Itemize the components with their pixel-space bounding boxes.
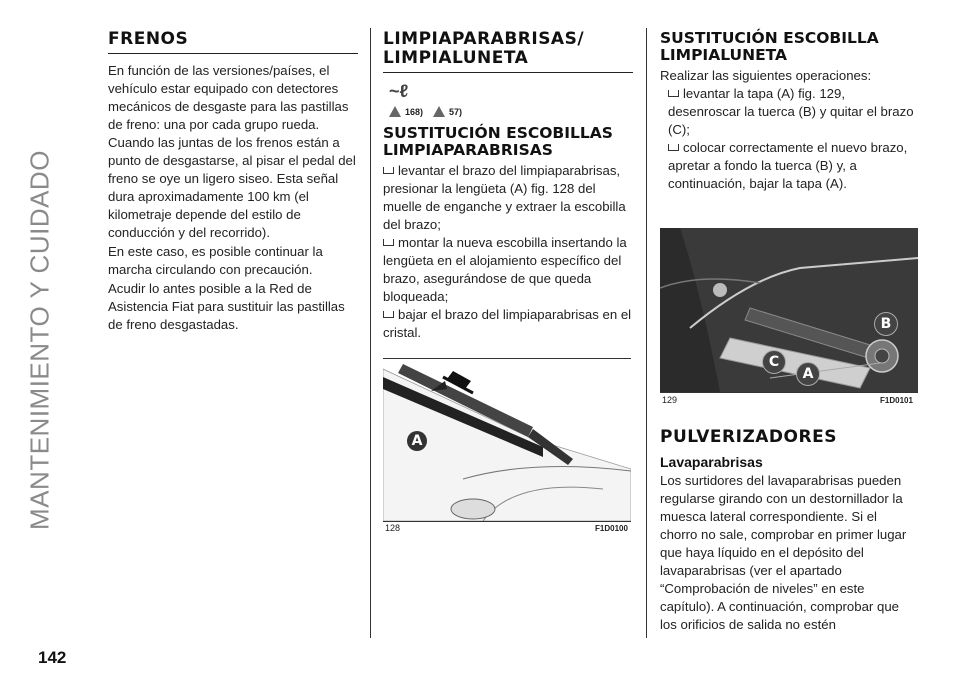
paragraph: Acudir lo antes posible a la Red de Asistencia Fiat para sustituir las pastillas de freno desgastadas. (108, 281, 345, 332)
figure-number: 128 (385, 523, 401, 533)
paragraph: Los surtidores del lavaparabrisas pueden regularse girando con un destornillador la muesca lateral correspondiente. Si el chorro no sale, comprobar en primer lugar que haya líquido en el depósito del lavaparabrisas (ver el apartado “Comprobación de niveles” en este capítulo). A continuación, comprobar que los orificios de salida no estén (660, 473, 907, 632)
sprayers-section (660, 428, 915, 634)
checkbox-bullet-icon (383, 311, 394, 318)
callout-label-a: A (796, 362, 820, 386)
bullet-text: levantar la tapa (A) fig. 129, desenroscar la tuerca (B) y quitar el brazo (C); (668, 86, 914, 137)
rear-wiper-section (660, 30, 915, 193)
callout-label-a: A (407, 431, 427, 451)
bullet-text: colocar correctamente el nuevo brazo, apretar a fondo la tuerca (B) y, a continuación, bajar la tapa (A). (668, 140, 908, 191)
figure-number: 129 (662, 395, 678, 405)
warning-triangle-icon (389, 106, 401, 117)
figure-code: F1D0101 (880, 396, 913, 405)
warning-triangle-icon (433, 106, 445, 117)
bullet-item (668, 139, 915, 193)
brakes-heading: FRENOS (108, 30, 358, 54)
paragraph: En este caso, es posible continuar la marcha circulando con precaución. (108, 244, 323, 277)
figure-code: F1D0100 (595, 524, 628, 533)
bullet-item (383, 162, 633, 234)
rear-wiper-heading: SUSTITUCIÓN ESCOBILLA LIMPIALUNETA (660, 29, 879, 64)
checkbox-bullet-icon (668, 90, 679, 97)
bullet-item (383, 234, 633, 306)
checkbox-bullet-icon (668, 144, 679, 151)
bullet-text: bajar el brazo del limpiaparabrisas en el cristal. (383, 307, 632, 340)
warning-ref: 57) (449, 106, 463, 117)
wipers-heading: LIMPIAPARABRISAS/ LIMPIALUNETA (383, 30, 633, 73)
bullet-item (383, 306, 633, 342)
wipers-section (383, 30, 633, 342)
figure-128 (383, 358, 631, 522)
warning-refs (389, 106, 633, 117)
intro-text: Realizar las siguientes operaciones: (660, 68, 872, 83)
rear-wiper-illustration (660, 228, 918, 392)
page-number: 142 (38, 648, 67, 667)
column-divider (370, 28, 371, 638)
brakes-section (108, 30, 358, 334)
wiper-blade-subheading: SUSTITUCIÓN ESCOBILLAS LIMPIAPARABRISAS (383, 124, 613, 159)
checkbox-bullet-icon (383, 167, 394, 174)
warning-ref: 168) (405, 106, 424, 117)
sprayers-heading: PULVERIZADORES (660, 427, 837, 447)
paragraph: En función de las versiones/países, el vehículo estar equipado con detectores mecánicos de desgaste para las pastillas de freno: una por cada grupo rueda. Cuando las juntas de los frenos están a punto de desgastarse, al pisar el pedal del freno se oye un ligero siseo. Esta señal dura aproximadamente 100 km (el kilometraje depende del estilo de conducción y del recorrido). (108, 63, 356, 240)
windscreen-washer-subheading: Lavaparabrisas (660, 454, 763, 470)
bullet-text: montar la nueva escobilla insertando la lengüeta en el alojamiento específico del brazo, asegurándose de que queda bloqueada; (383, 235, 627, 304)
figure-129 (660, 228, 918, 393)
checkbox-bullet-icon (383, 239, 394, 246)
book-icon: ~ℓ (389, 81, 409, 101)
bullet-text: levantar el brazo del limpiaparabrisas, presionar la lengüeta (A) fig. 128 del muelle de enganche y extraer la escobilla del brazo; (383, 163, 626, 232)
callout-label-b: B (874, 312, 898, 336)
bullet-item (668, 85, 915, 139)
side-section-title: MANTENIMIENTO Y CUIDADO (24, 150, 55, 530)
callout-label-c: C (762, 350, 786, 374)
column-divider (646, 28, 647, 638)
